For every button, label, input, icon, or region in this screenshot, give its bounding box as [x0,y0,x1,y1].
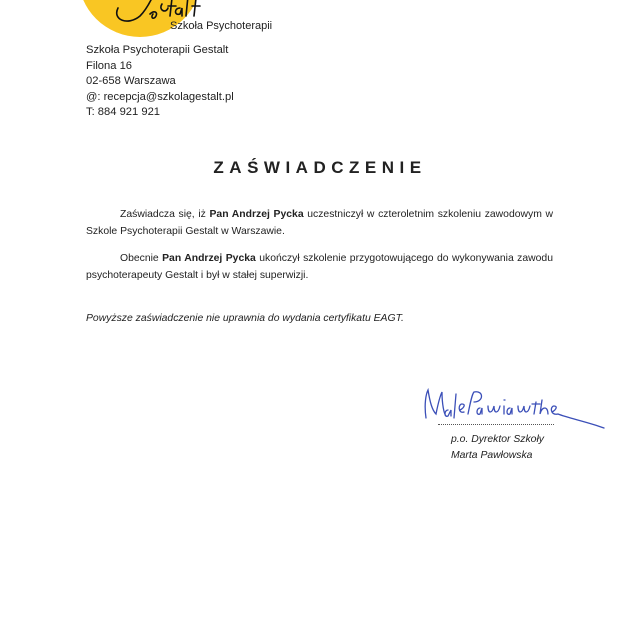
paragraph1-pre: Zaświadcza się, iż [120,209,210,220]
paragraph2-pre: Obecnie [120,253,163,264]
paragraph2-post: ukończył szkolenie przygotowującego do wykonywania zawodu psychoterapeuty Gestalt i był w stałej superwizji. [86,253,553,281]
logo-subtitle: Szkoła Psychoterapii [170,20,273,32]
signature-line [438,424,554,425]
paragraph1-post: uczestniczył w czteroletnim szkoleniu zawodowym w Szkole Psychoterapii Gestalt w Warszawie. [86,209,554,237]
address-street: Filona 16 [86,59,133,72]
signer-name: Marta Pawłowska [451,450,533,461]
address-phone: T: 884 921 921 [86,106,161,119]
paragraph2-name: Pan Andrzej Pycka [162,253,256,264]
school-address [86,43,234,121]
school-logo [0,0,300,45]
disclaimer-note: Powyższe zaświadczenie nie uprawnia do wydania certyfikatu EAGT. [86,313,404,324]
signer-role: p.o. Dyrektor Szkoły [451,434,544,445]
document-title: ZAŚWIADCZENIE [213,158,427,177]
paragraph-completion [86,251,553,284]
address-email: @: recepcja@szkolagestalt.pl [86,90,234,103]
paragraph1-name: Pan Andrzej Pycka [209,209,304,220]
signer-block [451,432,544,464]
paragraph-participation [86,207,553,240]
address-city: 02-658 Warszawa [86,75,176,88]
address-name: Szkoła Psychoterapii Gestalt [86,44,229,56]
